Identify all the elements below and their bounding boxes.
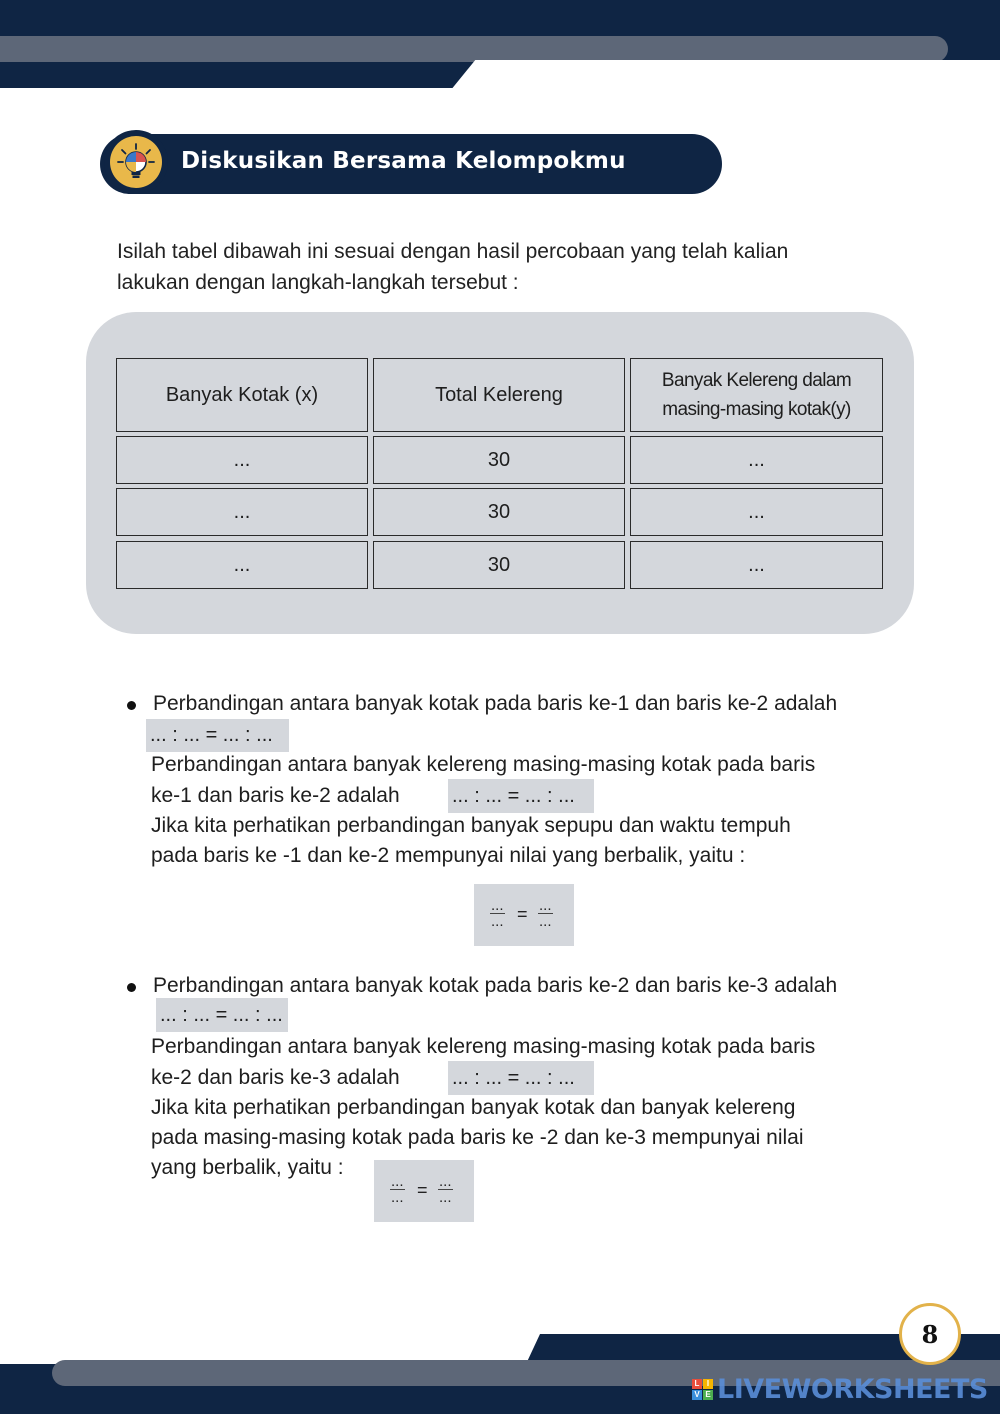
s2-fraction-right: ... ... (439, 1173, 452, 1206)
s1-line-3: ke-1 dan baris ke-2 adalah (151, 784, 400, 807)
instruction-text (117, 236, 907, 298)
s1-fraction-left: ... ... (491, 897, 504, 930)
instruction-line-2: lakukan dengan langkah-langkah tersebut : (117, 271, 519, 294)
liveworksheets-watermark (692, 1374, 988, 1404)
s1-line-1: Perbandingan antara banyak kotak pada baris ke-1 dan baris ke-2 adalah (153, 692, 838, 715)
s2-line-5: pada masing-masing kotak pada baris ke -2 dan ke-3 mempunyai nilai (151, 1126, 804, 1149)
s1-line-4: Jika kita perhatikan perbandingan banyak sepupu dan waktu tempuh (151, 814, 791, 837)
s2-blank-ratio-kotak[interactable]: ... : ... = ... : ... (156, 998, 288, 1032)
s2-line-6: yang berbalik, yaitu : (151, 1156, 344, 1179)
s2-line-4: Jika kita perhatikan perbandingan banyak kotak dan banyak kelereng (151, 1096, 796, 1119)
s1-blank-ratio-kotak[interactable]: ... : ... = ... : ... (146, 719, 289, 752)
s2-fraction-equals: = (417, 1180, 428, 1200)
top-gray-bar (0, 36, 948, 62)
liveworksheets-logo-icon: L I V E (692, 1379, 713, 1400)
table-header-banyak-kotak: Banyak Kotak (x) (116, 358, 368, 432)
s1-blank-ratio-kelereng[interactable]: ... : ... = ... : ... (448, 779, 594, 813)
lightbulb-puzzle-icon (104, 130, 168, 194)
liveworksheets-text: LIVEWORKSHEETS (717, 1373, 988, 1405)
table-cell-r2-c2: 30 (373, 488, 625, 536)
table-cell-r2-c3[interactable]: ... (630, 488, 883, 536)
s2-line-3: ke-2 dan baris ke-3 adalah (151, 1066, 400, 1089)
table-cell-r3-c2: 30 (373, 541, 625, 589)
s2-blank-ratio-kelereng[interactable]: ... : ... = ... : ... (448, 1061, 594, 1095)
s2-line-2: Perbandingan antara banyak kelereng masing-masing kotak pada baris (151, 1035, 816, 1058)
table-cell-r1-c2: 30 (373, 436, 625, 484)
instruction-line-1: Isilah tabel dibawah ini sesuai dengan hasil percobaan yang telah kalian (117, 240, 789, 263)
table-cell-r2-c1[interactable]: ... (116, 488, 368, 536)
table-header-kelereng-per-kotak: Banyak Kelereng dalam masing-masing kotak(y) (630, 358, 883, 432)
section-title: Diskusikan Bersama Kelompokmu (181, 148, 626, 174)
table-cell-r1-c1[interactable]: ... (116, 436, 368, 484)
s2-line-1: Perbandingan antara banyak kotak pada baris ke-2 dan baris ke-3 adalah (153, 974, 838, 997)
s1-fraction-equals: = (517, 904, 528, 924)
table-cell-r3-c1[interactable]: ... (116, 541, 368, 589)
bullet-1 (127, 701, 136, 710)
s1-fraction-right: ... ... (539, 897, 552, 930)
table-cell-r1-c3[interactable]: ... (630, 436, 883, 484)
s2-fraction-left: ... ... (391, 1173, 404, 1206)
table-header-total-kelereng: Total Kelereng (373, 358, 625, 432)
s1-line-2: Perbandingan antara banyak kelereng masing-masing kotak pada baris (151, 753, 816, 776)
page-number: 8 (899, 1303, 961, 1365)
s1-line-5: pada baris ke -1 dan ke-2 mempunyai nilai yang berbalik, yaitu : (151, 844, 746, 867)
top-banner-cut (443, 60, 1000, 100)
bullet-2 (127, 983, 136, 992)
table-cell-r3-c3[interactable]: ... (630, 541, 883, 589)
